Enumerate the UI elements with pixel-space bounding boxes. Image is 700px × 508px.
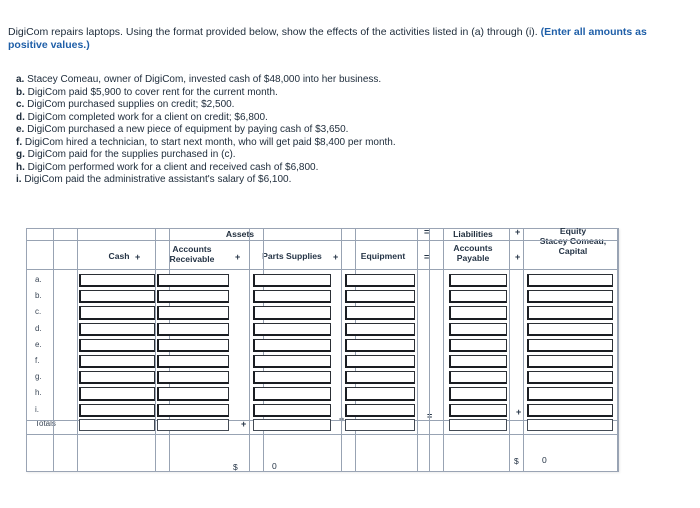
activity-item	[16, 149, 676, 162]
accounts-receivable-input[interactable]	[157, 387, 229, 400]
activity-text: DigiCom paid the administrative assistant's salary of $6,100.	[24, 174, 292, 185]
owner-capital-input[interactable]	[527, 290, 613, 303]
cash-input[interactable]	[79, 306, 155, 319]
op-plus-top: +	[515, 227, 521, 237]
cash-input[interactable]	[79, 274, 155, 287]
owner-capital-input[interactable]	[527, 306, 613, 319]
owner-capital-total-input[interactable]	[527, 419, 613, 431]
grid-line	[509, 229, 510, 471]
activity-label: b.	[16, 86, 25, 98]
parts-supplies-input[interactable]	[253, 404, 331, 417]
accounts-receivable-input[interactable]	[157, 404, 229, 417]
instructions	[8, 26, 688, 52]
owner-capital-input[interactable]	[527, 387, 613, 400]
parts-supplies-total-input[interactable]	[253, 419, 331, 431]
activity-text: DigiCom paid for the supplies purchased in (c).	[27, 149, 236, 160]
equipment-input[interactable]	[345, 355, 415, 368]
accounts-payable-input[interactable]	[449, 274, 507, 287]
activity-label: h.	[16, 161, 25, 173]
parts-supplies-input[interactable]	[253, 339, 331, 352]
owner-capital-input[interactable]	[527, 355, 613, 368]
assets-total-value: 0	[272, 461, 277, 471]
header-cash: Cash	[108, 251, 130, 261]
parts-supplies-input[interactable]	[253, 371, 331, 384]
equipment-input[interactable]	[345, 323, 415, 336]
grid-line	[155, 229, 156, 471]
activity-text: DigiCom paid $5,900 to cover rent for the current month.	[27, 86, 278, 98]
accounts-payable-input[interactable]	[449, 306, 507, 319]
activity-label: c.	[16, 99, 25, 110]
op-plus-3: +	[333, 252, 339, 262]
totals-op-equals: =	[427, 411, 433, 421]
accounts-receivable-input[interactable]	[157, 339, 229, 352]
header-cap-line2: Stacey Comeau,	[539, 236, 607, 246]
header-ap-line1: Accounts	[453, 243, 493, 253]
cash-input[interactable]	[79, 404, 155, 417]
activity-item	[16, 137, 676, 150]
accounts-receivable-total-input[interactable]	[157, 419, 229, 431]
activity-list	[16, 74, 676, 187]
activity-text: DigiCom purchased a new piece of equipment by paying cash of $3,650.	[27, 124, 349, 135]
cash-total-input[interactable]	[79, 419, 155, 431]
op-plus-1: +	[135, 252, 141, 262]
activity-label: f.	[16, 136, 23, 148]
activity-item	[16, 174, 676, 187]
op-equals: =	[424, 252, 430, 262]
owner-capital-input[interactable]	[527, 371, 613, 384]
header-equipment: Equipment	[360, 251, 406, 261]
grid-line	[27, 240, 618, 241]
cash-input[interactable]	[79, 290, 155, 303]
liabilities-group-label: Liabilities	[453, 229, 493, 239]
header-cap-line1: Equity	[559, 226, 587, 236]
accounts-payable-total-input[interactable]	[449, 419, 507, 431]
header-cap-line3: Capital	[558, 246, 588, 256]
totals-op-plus-4: +	[516, 407, 522, 417]
activity-label: e.	[16, 124, 25, 135]
row-label: i.	[35, 404, 39, 414]
assets-group-label: Assets	[225, 229, 255, 239]
activity-text: DigiCom hired a technician, to start next month, who will get paid $8,400 per month.	[24, 136, 396, 148]
activity-label: d.	[16, 111, 25, 123]
totals-op-plus-3: +	[339, 414, 345, 424]
header-ap-line2: Payable	[456, 253, 490, 263]
activity-item	[16, 87, 676, 100]
op-equals-top: =	[424, 227, 430, 237]
accounts-receivable-input[interactable]	[157, 274, 229, 287]
grid-line	[417, 229, 418, 471]
activity-text: DigiCom completed work for a client on credit; $6,800.	[27, 111, 268, 123]
header-ar-line1: Accounts	[172, 244, 212, 254]
activity-text: DigiCom purchased supplies on credit; $2,500.	[27, 99, 235, 110]
row-label: c.	[35, 307, 42, 317]
cash-input[interactable]	[79, 323, 155, 336]
parts-supplies-input[interactable]	[253, 387, 331, 400]
cash-input[interactable]	[79, 339, 155, 352]
parts-supplies-input[interactable]	[253, 323, 331, 336]
activity-text: Stacey Comeau, owner of DigiCom, invested cash of $48,000 into her business.	[27, 74, 382, 85]
grid-line	[339, 229, 345, 471]
grid-line	[523, 229, 524, 471]
equipment-input[interactable]	[345, 290, 415, 303]
row-label: h.	[35, 388, 42, 398]
accounting-equation-table	[26, 228, 619, 472]
instructions-note: (Enter all amounts as positive values.)	[8, 26, 647, 51]
row-label: f.	[35, 356, 40, 365]
header-accounts-payable	[447, 243, 499, 263]
accounts-payable-input[interactable]	[449, 339, 507, 352]
row-label: g.	[35, 372, 42, 382]
cash-input[interactable]	[79, 355, 155, 368]
accounts-receivable-input[interactable]	[157, 355, 229, 368]
accounts-receivable-input[interactable]	[157, 290, 229, 303]
grid-line	[617, 229, 618, 471]
accounts-payable-input[interactable]	[449, 323, 507, 336]
equipment-input[interactable]	[345, 306, 415, 319]
owner-capital-input[interactable]	[527, 339, 613, 352]
accounts-payable-input[interactable]	[449, 387, 507, 400]
header-owner-capital	[533, 226, 613, 256]
accounts-receivable-input[interactable]	[157, 306, 229, 319]
activity-label: i.	[16, 174, 22, 185]
owner-capital-input[interactable]	[527, 274, 613, 287]
accounts-payable-input[interactable]	[449, 290, 507, 303]
grid-line	[249, 229, 250, 471]
cash-input[interactable]	[79, 371, 155, 384]
row-label: b.	[35, 291, 42, 301]
grid-line	[53, 229, 54, 471]
equipment-input[interactable]	[345, 339, 415, 352]
parts-supplies-input[interactable]	[253, 274, 331, 287]
accounts-receivable-input[interactable]	[157, 323, 229, 336]
owner-capital-input[interactable]	[527, 404, 613, 417]
owner-capital-input[interactable]	[527, 323, 613, 336]
equipment-input[interactable]	[345, 404, 415, 417]
accounts-receivable-input[interactable]	[157, 371, 229, 384]
activity-item	[16, 112, 676, 125]
parts-supplies-input[interactable]	[253, 306, 331, 319]
cash-input[interactable]	[79, 387, 155, 400]
header-ar-line2: Receivable	[169, 254, 215, 264]
equipment-input[interactable]	[345, 371, 415, 384]
activity-item	[16, 74, 676, 87]
op-plus-4: +	[515, 252, 521, 262]
grid-line	[427, 229, 433, 471]
parts-supplies-input[interactable]	[253, 290, 331, 303]
totals-label: Totals	[35, 419, 56, 428]
grid-line	[77, 229, 78, 471]
accounts-payable-input[interactable]	[449, 371, 507, 384]
header-parts-supplies: Parts Supplies	[262, 251, 322, 261]
liab-equity-total-currency: $	[514, 456, 519, 466]
assets-total-currency: $	[233, 462, 238, 472]
activity-item	[16, 99, 676, 112]
equipment-total-input[interactable]	[345, 419, 415, 431]
activity-label: a.	[16, 74, 25, 85]
activity-label: g.	[16, 149, 25, 160]
row-label: a.	[35, 275, 42, 284]
activity-item	[16, 162, 676, 175]
totals-op-plus-2: +	[241, 419, 247, 429]
liab-equity-total-value: 0	[542, 455, 547, 465]
equipment-input[interactable]	[345, 387, 415, 400]
grid-line	[27, 269, 618, 270]
row-label: d.	[35, 323, 42, 333]
accounts-payable-input[interactable]	[449, 404, 507, 417]
accounts-payable-input[interactable]	[449, 355, 507, 368]
equipment-input[interactable]	[345, 274, 415, 287]
activity-text: DigiCom performed work for a client and received cash of $6,800.	[27, 161, 319, 173]
op-plus-2: +	[235, 252, 241, 262]
row-label: e.	[35, 339, 42, 349]
parts-supplies-input[interactable]	[253, 355, 331, 368]
grid-line	[443, 229, 444, 471]
grid-line	[27, 434, 618, 435]
activity-item	[16, 124, 676, 137]
instructions-text: DigiCom repairs laptops. Using the format provided below, show the effects of the activities listed in (a) through (i).	[8, 26, 538, 38]
header-accounts-receivable	[157, 244, 227, 264]
